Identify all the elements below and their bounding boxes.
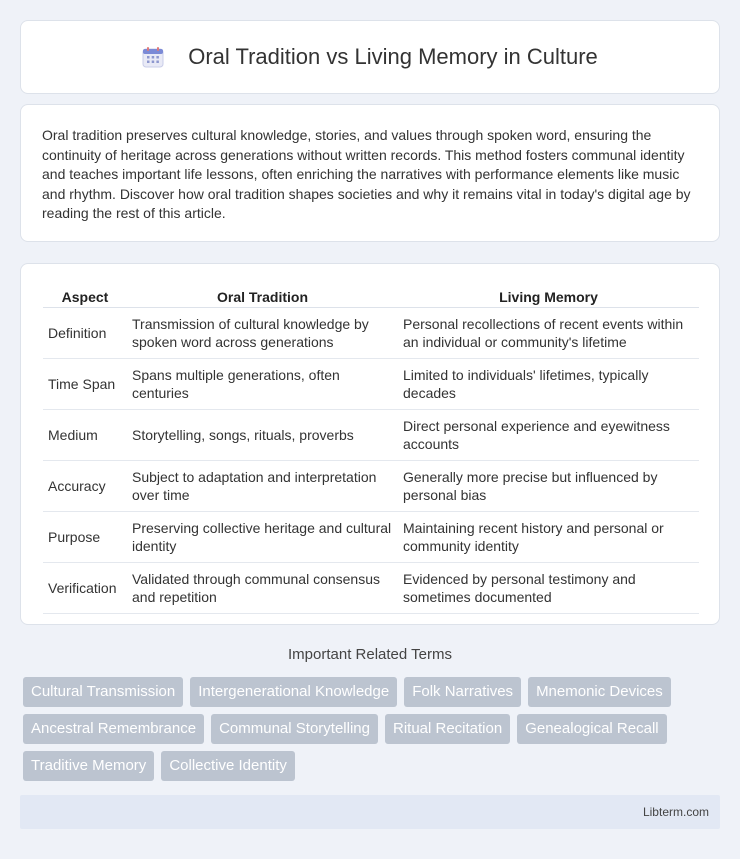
term-tag[interactable]: Communal Storytelling bbox=[211, 714, 378, 744]
comparison-table bbox=[43, 284, 699, 614]
table-row bbox=[43, 359, 699, 410]
header-living-memory: Living Memory bbox=[398, 284, 699, 308]
table-row bbox=[43, 563, 699, 614]
cell-aspect: Accuracy bbox=[43, 461, 127, 512]
related-terms-list bbox=[23, 677, 723, 781]
cell-aspect: Time Span bbox=[43, 359, 127, 410]
cell-living-memory: Evidenced by personal testimony and sometimes documented bbox=[398, 563, 699, 614]
term-tag[interactable]: Ritual Recitation bbox=[385, 714, 510, 744]
comparison-table-card bbox=[20, 263, 720, 625]
cell-oral-tradition: Preserving collective heritage and cultural identity bbox=[127, 512, 398, 563]
cell-living-memory: Generally more precise but influenced by personal bias bbox=[398, 461, 699, 512]
term-tag[interactable]: Traditive Memory bbox=[23, 751, 154, 781]
term-tag[interactable]: Cultural Transmission bbox=[23, 677, 183, 707]
cell-oral-tradition: Spans multiple generations, often centuries bbox=[127, 359, 398, 410]
cell-living-memory: Personal recollections of recent events within an individual or community's lifetime bbox=[398, 308, 699, 359]
cell-aspect: Purpose bbox=[43, 512, 127, 563]
term-tag[interactable]: Genealogical Recall bbox=[517, 714, 666, 744]
title-card bbox=[20, 20, 720, 94]
intro-text: Oral tradition preserves cultural knowledge, stories, and values through spoken word, ensuring the continuity of heritage across generations without written records. This method fosters communal identity and teaches important life lessons, often enriching the narratives with performance elements like music and rhythm. Discover how oral tradition shapes societies and why it remains vital in today's digital age by reading the rest of this article. bbox=[42, 127, 691, 221]
table-row bbox=[43, 308, 699, 359]
term-tag[interactable]: Ancestral Remembrance bbox=[23, 714, 204, 744]
cell-living-memory: Maintaining recent history and personal or community identity bbox=[398, 512, 699, 563]
related-terms-title: Important Related Terms bbox=[288, 646, 452, 663]
cell-living-memory: Limited to individuals' lifetimes, typically decades bbox=[398, 359, 699, 410]
footer-brand[interactable]: Libterm.com bbox=[642, 805, 709, 819]
calendar-icon bbox=[142, 46, 164, 68]
cell-aspect: Verification bbox=[43, 563, 127, 614]
cell-aspect: Definition bbox=[43, 308, 127, 359]
term-tag[interactable]: Intergenerational Knowledge bbox=[190, 677, 397, 707]
footer bbox=[20, 795, 720, 829]
header-oral-tradition: Oral Tradition bbox=[127, 284, 398, 308]
cell-oral-tradition: Transmission of cultural knowledge by spoken word across generations bbox=[127, 308, 398, 359]
table-row bbox=[43, 410, 699, 461]
intro-card bbox=[20, 104, 720, 242]
table-header-row bbox=[43, 284, 699, 308]
header-aspect: Aspect bbox=[43, 284, 127, 308]
cell-aspect: Medium bbox=[43, 410, 127, 461]
cell-oral-tradition: Subject to adaptation and interpretation over time bbox=[127, 461, 398, 512]
term-tag[interactable]: Mnemonic Devices bbox=[528, 677, 671, 707]
term-tag[interactable]: Collective Identity bbox=[161, 751, 295, 781]
table-row bbox=[43, 461, 699, 512]
cell-oral-tradition: Validated through communal consensus and repetition bbox=[127, 563, 398, 614]
cell-oral-tradition: Storytelling, songs, rituals, proverbs bbox=[127, 410, 398, 461]
page-title: Oral Tradition vs Living Memory in Culture bbox=[188, 44, 598, 69]
cell-living-memory: Direct personal experience and eyewitness accounts bbox=[398, 410, 699, 461]
table-row bbox=[43, 512, 699, 563]
term-tag[interactable]: Folk Narratives bbox=[404, 677, 521, 707]
